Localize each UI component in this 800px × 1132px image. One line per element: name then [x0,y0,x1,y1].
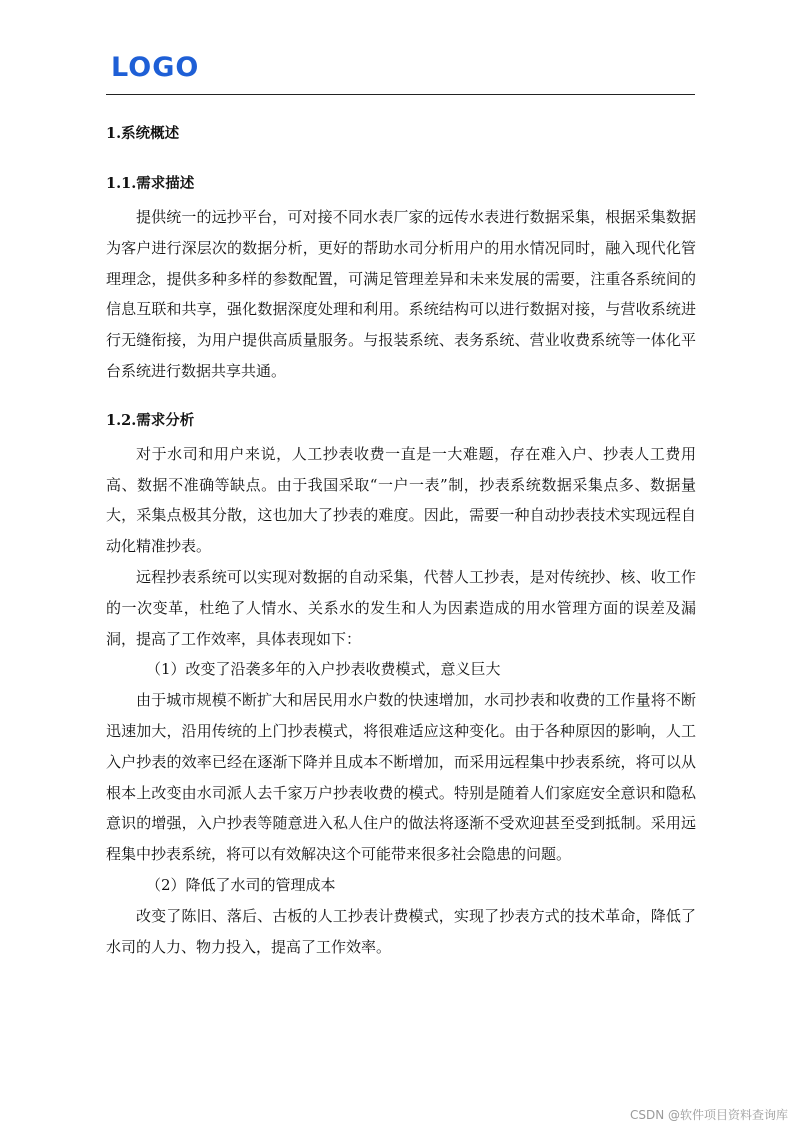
watermark: CSDN @软件项目资料查询库 [629,1108,788,1122]
header-divider [106,94,695,95]
list-item-1-text: 由于城市规模不断扩大和居民用水户数的快速增加，水司抄表和收费的工作量将不断迅速加大，沿用传统的上门抄表模式，将很难适应这种变化。由于各种原因的影响，人工入户抄表的效率已经在逐渐下降并且成本不断增加，而采用远程集中抄表系统，将可以从根本上改变由水司派人去千家万户抄表收费的模式。特别是随着人们家庭安全意识和隐私意识的增强，入户抄表等随意进入私人住户的做法将逐渐不受欢迎甚至受到抵制。采用远程集中抄表系统，将可以有效解决这个可能带来很多社会隐患的问题。 [106,691,696,864]
list-item-1-title: （1）改变了沿袭多年的入户抄表收费模式，意义巨大 [146,660,501,679]
list-item-2-text: 改变了陈旧、落后、古板的人工抄表计费模式，实现了抄表方式的技术革命，降低了水司的人力、物力投入，提高了工作效率。 [106,906,696,956]
logo: LOGO [111,52,200,83]
section-heading-1-2: 1.2.需求分析 [106,411,195,429]
paragraph-analysis-1: 对于水司和用户来说，人工抄表收费一直是一大难题，存在难入户、抄表人工费用高、数据不准确等缺点。由于我国采取“一户一表”制，抄表系统数据采集点多、数据量大，采集点极其分散，这也加大了抄表的难度。因此，需要一种自动抄表技术实现远程自动化精准抄表。 [106,444,696,556]
list-item-2-title: （2）降低了水司的管理成本 [146,875,336,894]
document-body [106,118,696,962]
section-heading-1: 1.系统概述 [106,125,180,142]
section-heading-1-1: 1.1.需求描述 [106,175,195,192]
paragraph-requirement-description: 提供统一的远抄平台，可对接不同水表厂家的远传水表进行数据采集，根据采集数据为客户进行深层次的数据分析，更好的帮助水司分析用户的用水情况同时，融入现代化管理理念，提供多种多样的参数配置，可满足管理差异和未来发展的需要，注重各系统间的信息互联和共享，强化数据深度处理和利用。系统结构可以进行数据对接，与营收系统进行无缝衔接，为用户提供高质量服务。与报装系统、表务系统、营业收费系统等一体化平台系统进行数据共享共通。 [106,208,696,380]
paragraph-analysis-2: 远程抄表系统可以实现对数据的自动采集，代替人工抄表，是对传统抄、核、收工作的一次变革，杜绝了人情水、关系水的发生和人为因素造成的用水管理方面的误差及漏洞，提高了工作效率，具体表现如下： [106,567,696,648]
